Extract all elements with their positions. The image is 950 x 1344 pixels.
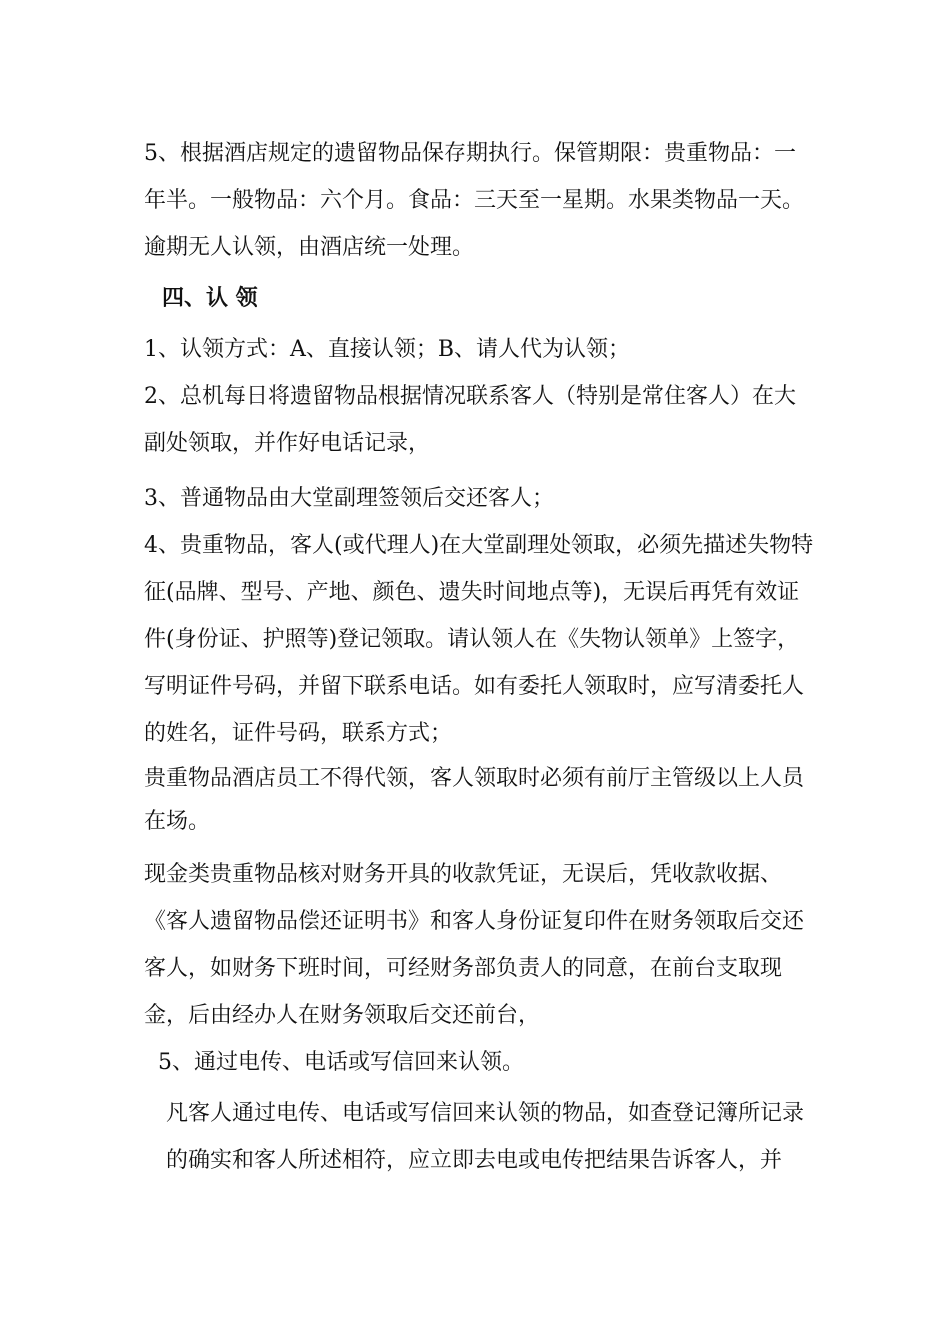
paragraph-operator-contact: 2、总机每日将遗留物品根据情况联系客人（特别是常住客人）在大副处领取，并作好电话记录， xyxy=(144,384,796,456)
paragraph-retention-period: 5、根据酒店规定的遗留物品保存期执行。保管期限：贵重物品：一年半。一般物品：六个月。食品：三天至一星期。水果类物品一天。逾期无人认领，由酒店统一处理。 xyxy=(144,141,805,260)
paragraph-staff-restriction: 贵重物品酒店员工不得代领，客人领取时必须有前厅主管级以上人员在场。 xyxy=(144,766,805,834)
section-heading-claim: 四、认 领 xyxy=(162,285,258,311)
paragraph-remote-claim-procedure: 凡客人通过电传、电话或写信回来认领的物品，如查登记簿所记录的确实和客人所述相符，应立即去电或电传把结果告诉客人，并 xyxy=(166,1101,805,1173)
paragraph-claim-methods: 1、认领方式：A、直接认领；B、请人代为认领； xyxy=(144,337,631,362)
paragraph-remote-claim: 5、通过电传、电话或写信回来认领。 xyxy=(158,1050,524,1075)
paragraph-ordinary-items: 3、普通物品由大堂副理签领后交还客人； xyxy=(144,486,554,511)
document-body xyxy=(144,130,814,1184)
paragraph-valuable-items: 4、贵重物品，客人(或代理人)在大堂副理处领取，必须先描述失物特征(品牌、型号、产地、颜色、遗失时间地点等)，无误后再凭有效证件(身份证、护照等)登记领取。请认领人在《失物认领单》上签字，写明证件号码，并留下联系电话。如有委托人领取时，应写清委托人的姓名，证件号码，联系方式； xyxy=(144,533,814,746)
paragraph-cash-valuables: 现金类贵重物品核对财务开具的收款凭证，无误后，凭收款收据、《客人遗留物品偿还证明书》和客人身份证复印件在财务领取后交还客人，如财务下班时间，可经财务部负责人的同意，在前台支取现金，后由经办人在财务领取后交还前台， xyxy=(144,862,805,1028)
